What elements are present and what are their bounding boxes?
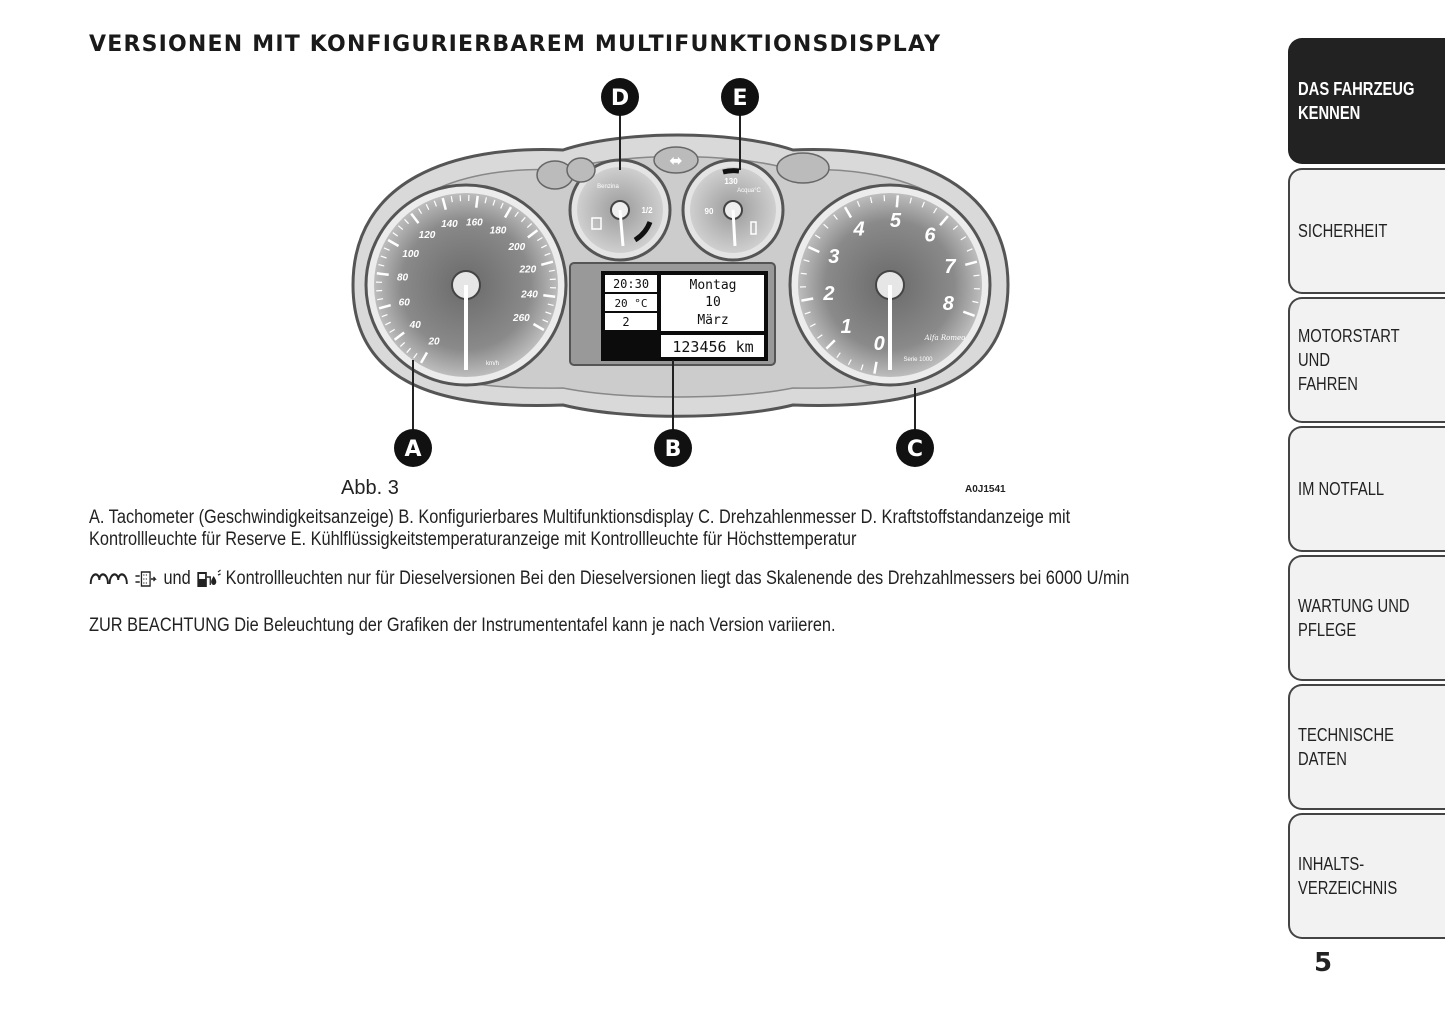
tach-scale-label: 4 bbox=[853, 218, 865, 241]
svg-text:2: 2 bbox=[622, 315, 630, 329]
svg-text:Benzina: Benzina bbox=[597, 184, 619, 190]
tab-label: SICHERHEIT bbox=[1298, 221, 1388, 241]
coolant-temp-gauge bbox=[683, 160, 783, 260]
tab-label: WARTUNG UND PFLEGE bbox=[1298, 596, 1410, 640]
tach-scale-label: 7 bbox=[944, 256, 956, 278]
svg-text:Acqua°C: Acqua°C bbox=[737, 188, 761, 194]
instrument-cluster-figure bbox=[333, 70, 1023, 480]
speed-tick bbox=[543, 295, 555, 297]
tab-das-fahrzeug-kennen[interactable] bbox=[1288, 38, 1445, 164]
svg-text:1/2: 1/2 bbox=[641, 206, 653, 215]
warning-lamp-pod-right bbox=[777, 153, 829, 183]
tab-label: IM NOTFALL bbox=[1298, 479, 1385, 499]
tach-scale-label: 0 bbox=[873, 333, 885, 356]
svg-text:A: A bbox=[404, 437, 422, 462]
diesel-note-text: Kontrollleuchten nur für Dieselversionen Bei den Dieselversionen liegt das Skalenende des Drehzahlmessers bei 6000 U/min bbox=[225, 568, 1130, 589]
speedometer bbox=[366, 185, 566, 385]
svg-text:123456 km: 123456 km bbox=[672, 338, 754, 356]
svg-text:20 °C: 20 °C bbox=[614, 297, 648, 310]
figure-caption: Abb. 3 bbox=[341, 477, 399, 499]
turn-signal-icon: ⬌ bbox=[669, 151, 683, 170]
tab-motorstart-und-fahren[interactable] bbox=[1288, 297, 1445, 423]
svg-text:B: B bbox=[664, 437, 682, 462]
diesel-conjunction: und bbox=[163, 568, 191, 589]
water-in-fuel-icon bbox=[195, 569, 221, 589]
tachometer bbox=[790, 185, 990, 385]
callout-a bbox=[394, 429, 432, 467]
tach-series: Serie 1000 bbox=[903, 357, 933, 363]
legend-line-2: Kontrollleuchte für Reserve E. Kühlflüssigkeitstemperaturanzeige mit Kontrollleuchte für Höchsttemperatur bbox=[89, 529, 857, 550]
speed-scale-label: 160 bbox=[466, 217, 483, 229]
tach-scale-label: 3 bbox=[828, 245, 840, 268]
svg-text:März: März bbox=[697, 313, 729, 328]
tab-wartung-und-pflege[interactable] bbox=[1288, 555, 1445, 681]
speed-tick bbox=[377, 273, 389, 275]
speed-scale-label: 140 bbox=[441, 219, 458, 231]
svg-text:E: E bbox=[732, 86, 748, 111]
callout-b bbox=[654, 429, 692, 467]
tab-label: INHALTS- VERZEICHNIS bbox=[1298, 854, 1398, 898]
tab-label: MOTORSTART UND FAHREN bbox=[1298, 326, 1400, 394]
tab-sicherheit[interactable] bbox=[1288, 168, 1445, 294]
svg-text:Montag: Montag bbox=[689, 278, 737, 293]
tach-scale-label: 1 bbox=[840, 315, 852, 338]
speed-scale-label: 100 bbox=[402, 249, 419, 260]
svg-text:C: C bbox=[906, 437, 924, 462]
tach-scale-label: 2 bbox=[823, 282, 835, 305]
tab-im-notfall[interactable] bbox=[1288, 426, 1445, 552]
speed-scale-label: 80 bbox=[396, 272, 409, 284]
tach-tick bbox=[974, 275, 980, 276]
attention-note: ZUR BEACHTUNG Die Beleuchtung der Grafiken der Instrumententafel kann je nach Version variieren. bbox=[89, 615, 836, 636]
speed-scale-label: 220 bbox=[519, 264, 537, 276]
speed-scale-label: 20 bbox=[428, 336, 440, 348]
glow-plug-icon bbox=[89, 570, 130, 588]
speed-tick bbox=[476, 196, 478, 208]
tach-scale-label: 8 bbox=[942, 293, 954, 316]
svg-text:D: D bbox=[610, 86, 630, 111]
speed-scale-label: 60 bbox=[398, 297, 410, 309]
page-title: VERSIONEN MIT KONFIGURIERBAREM MULTIFUNKTIONSDISPLAY bbox=[89, 32, 942, 57]
tab-inhaltsverzeichnis[interactable] bbox=[1288, 813, 1445, 939]
svg-text:90: 90 bbox=[704, 207, 714, 216]
callout-d bbox=[601, 78, 639, 116]
speed-scale-label: 120 bbox=[418, 230, 436, 242]
speed-unit: km/h bbox=[486, 361, 500, 367]
callout-e bbox=[721, 78, 759, 116]
speed-scale-label: 260 bbox=[513, 313, 530, 324]
svg-text:10: 10 bbox=[705, 295, 721, 310]
diesel-note-paragraph bbox=[89, 568, 1129, 590]
tab-label: TECHNISCHE DATEN bbox=[1298, 725, 1394, 769]
tab-technische-daten[interactable] bbox=[1288, 684, 1445, 810]
particulate-filter-icon bbox=[135, 570, 159, 588]
legend-line-1: A. Tachometer (Geschwindigkeitsanzeige) B. Konfigurierbares Multifunktionsdisplay C. Drehzahlenmesser D. Kraftstoffstandanzeige mit bbox=[89, 507, 1071, 528]
tach-tick bbox=[801, 273, 807, 274]
tach-scale-label: 5 bbox=[889, 210, 901, 233]
svg-text:20:30: 20:30 bbox=[612, 277, 650, 291]
callout-c bbox=[896, 429, 934, 467]
svg-text:130: 130 bbox=[724, 177, 738, 186]
speed-scale-label: 40 bbox=[409, 320, 421, 331]
figure-code: A0J1541 bbox=[965, 484, 1006, 495]
tach-scale-label: 6 bbox=[924, 224, 936, 247]
speed-scale-label: 240 bbox=[521, 289, 538, 301]
tach-tick bbox=[897, 195, 898, 207]
tab-label: DAS FAHRZEUG KENNEN bbox=[1298, 79, 1415, 123]
tach-brand: Alfa Romeo bbox=[924, 334, 966, 342]
multifunction-display bbox=[570, 263, 775, 365]
page-number: 5 bbox=[1314, 948, 1333, 978]
speed-scale-label: 200 bbox=[508, 242, 526, 253]
speed-scale-label: 180 bbox=[489, 225, 507, 237]
